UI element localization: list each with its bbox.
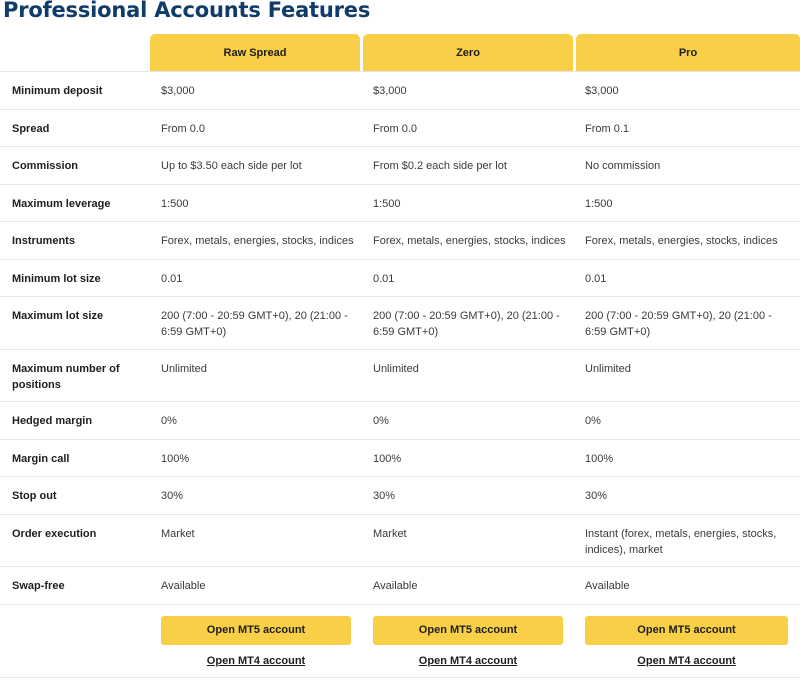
actions-row [0,604,800,678]
table-row [0,439,800,477]
features-table [0,34,800,678]
cell-pro: Unlimited [585,362,631,375]
cell-raw-spread: Market [161,527,195,540]
cell-pro: 100% [585,452,614,465]
cell-raw-spread: 1:500 [161,197,189,210]
cell-pro: Forex, metals, energies, stocks, indices [585,235,778,247]
cell-zero: From $0.2 each side per lot [373,160,507,172]
cell-zero: 0% [373,415,389,427]
row-label: Stop out [12,490,57,502]
cell-zero: Unlimited [373,362,419,375]
cell-pro: $3,000 [585,85,619,97]
open-mt4-pro-link[interactable]: Open MT4 account [637,654,736,667]
table-row [0,109,800,147]
cell-pro: 0.01 [585,272,607,285]
row-label: Maximum leverage [12,197,111,210]
cell-zero: 30% [373,490,396,502]
cell-zero: $3,000 [373,85,407,97]
row-label: Maximum number of positions [12,362,120,391]
cell-raw-spread: 200 (7:00 - 20:59 GMT+0), 20 (21:00 - 6:59 GMT+0) [161,310,348,338]
open-mt5-pro-button[interactable]: Open MT5 account [585,616,788,645]
cell-raw-spread: 30% [161,490,184,502]
row-label: Maximum lot size [12,310,104,322]
row-label: Instruments [12,235,75,247]
cell-zero: 200 (7:00 - 20:59 GMT+0), 20 (21:00 - 6:59 GMT+0) [373,310,560,338]
cell-pro: Instant (forex, metals, energies, stocks, indices), market [585,527,777,556]
table-row [0,221,800,259]
table-header [0,34,800,71]
table-row [0,259,800,297]
cell-zero: From 0.0 [373,122,418,135]
cell-raw-spread: 0% [161,415,177,427]
cell-pro: 30% [585,490,608,502]
cell-pro: 0% [585,415,601,427]
cell-raw-spread: 100% [161,452,190,465]
cell-zero: Forex, metals, energies, stocks, indices [373,235,566,247]
table-row [0,514,800,567]
cell-zero: Market [373,527,407,540]
row-label: Hedged margin [12,415,93,427]
table-row [0,146,800,184]
table-row [0,566,800,604]
table-row [0,71,800,109]
cell-raw-spread: $3,000 [161,85,195,97]
table-row [0,401,800,439]
cell-raw-spread: From 0.0 [161,122,206,135]
cell-raw-spread: Unlimited [161,362,207,375]
row-label: Minimum lot size [12,272,101,285]
cell-pro: 1:500 [585,197,613,210]
cell-raw-spread: Forex, metals, energies, stocks, indices [161,235,354,247]
open-mt4-raw-spread-link[interactable]: Open MT4 account [206,654,306,667]
cell-pro: 200 (7:00 - 20:59 GMT+0), 20 (21:00 - 6:59 GMT+0) [585,310,772,338]
column-header-pro: Pro [576,34,800,71]
cell-zero: 100% [373,452,402,465]
row-label: Swap-free [12,580,65,592]
cell-pro: Available [585,580,630,592]
cell-zero: Available [373,580,418,592]
row-label: Margin call [12,452,70,465]
cell-pro: From 0.1 [585,122,630,135]
cell-pro: No commission [585,160,661,172]
table-row [0,296,800,349]
table-row [0,476,800,514]
table-row [0,184,800,222]
cell-raw-spread: Available [161,580,206,592]
cell-zero: 1:500 [373,197,401,210]
cell-zero: 0.01 [373,272,395,285]
cell-raw-spread: Up to $3.50 each side per lot [161,160,302,172]
open-mt4-zero-link[interactable]: Open MT4 account [418,654,518,667]
column-header-zero: Zero [363,34,573,71]
open-mt5-zero-button[interactable]: Open MT5 account [373,616,563,645]
row-label: Commission [12,160,79,172]
table-row [0,349,800,402]
cell-raw-spread: 0.01 [161,272,183,285]
row-label: Minimum deposit [12,85,103,97]
row-label: Spread [12,122,50,135]
column-header-raw-spread: Raw Spread [150,34,360,71]
row-label: Order execution [12,527,97,540]
open-mt5-raw-spread-button[interactable]: Open MT5 account [161,616,351,645]
page-title: Professional Accounts Features [3,0,371,22]
